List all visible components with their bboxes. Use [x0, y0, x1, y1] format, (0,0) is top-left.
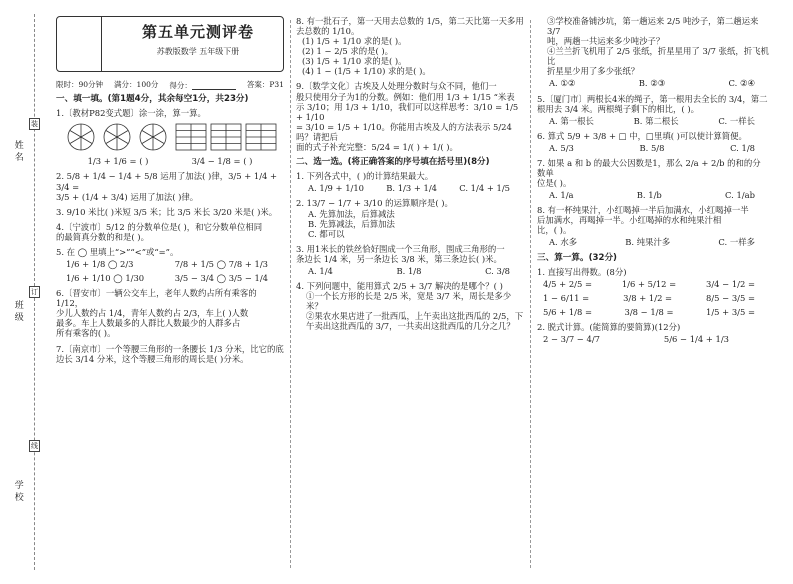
choice-6-c[interactable]: C. 1/8	[730, 142, 755, 153]
choice-8-c[interactable]: C. 一样多	[718, 237, 755, 248]
question-7: 7.〔南京市〕一个等腰三角形的一条腰长 1/3 分米，比它的底 边长 3/14 分米，这个等腰三角形的周长是( )分米。	[56, 343, 284, 364]
binding-strip	[0, 0, 46, 584]
oral-calc[interactable]: 8/5 − 3/5 =	[706, 293, 755, 304]
choice-2-c[interactable]: C. 都可以	[308, 228, 345, 239]
q1-equation-a[interactable]: 1/3 + 1/6 = ( )	[87, 156, 149, 167]
column-divider	[530, 20, 531, 568]
question-6: 6.〔晋安市〕一辆公交车上，老年人数约占所有乘客的 1/12， 少儿人数约占 1/4，青年人数约占 2/3，车上( )人数 最多。车上人数最多的人群比人数最少的人群多占 所有乘客的( )。	[56, 288, 257, 339]
step-calc[interactable]: 2 − 3/7 − 4/7	[543, 334, 600, 345]
question-2: 2. 5/8 + 1/4 − 1/4 + 5/8 运用了加法( )律，3/5 + 1/4 + 3/4 = 3/5 + (1/4 + 3/4) 运用了加法( )律。	[56, 171, 278, 202]
choice-7-c[interactable]: C. 1/ab	[725, 190, 755, 201]
column-1	[56, 16, 284, 369]
oral-calc[interactable]: 5/6 + 1/8 =	[543, 307, 592, 318]
choice-5-b[interactable]: B. 第二根长	[633, 115, 679, 126]
q1-equation-b[interactable]: 3/4 − 1/8 = ( )	[191, 156, 253, 167]
choice-6-b[interactable]: B. 5/8	[639, 142, 665, 153]
oral-calc[interactable]: 1/5 + 3/5 =	[706, 307, 755, 318]
calc-2: 2. 脱式计算。(能简算的要简算)(12分) 2 − 3/7 − 4/7 5/6 − 1/4 + 1/3	[537, 322, 729, 345]
binding-mark-1: 装	[31, 120, 38, 128]
class-label: 班级	[12, 300, 23, 324]
choice-3-a[interactable]: A. 1/4	[308, 265, 333, 276]
choice-1-c[interactable]: C. 1/4 + 1/5	[459, 183, 510, 194]
oral-calc[interactable]: 3/8 − 1/8 =	[624, 307, 674, 318]
score-field[interactable]: 得分：	[169, 80, 236, 90]
choice-8-b[interactable]: B. 纯果汁多	[625, 237, 671, 248]
shading-figures	[66, 122, 278, 152]
full-score: 满分：100分	[114, 80, 159, 89]
choice-1-a[interactable]: A. 1/9 + 1/10	[308, 183, 364, 194]
choice-4-c[interactable]: C. ②④	[728, 78, 755, 89]
section-2-title: 二、选一选。(将正确答案的序号填在括号里)(8分)	[296, 157, 490, 168]
choice-1-b[interactable]: B. 1/3 + 1/4	[386, 183, 438, 194]
time-limit: 限时：90分钟	[56, 80, 104, 89]
oral-calc[interactable]: 1/6 + 5/12 =	[621, 278, 677, 289]
binding-mark-2: 订	[31, 288, 38, 296]
oral-calc[interactable]: 1 − 6/11 =	[543, 293, 590, 304]
choice-4-cont: ③学校准备铺沙坑，第一趟运来 2/5 吨沙子，第二趟运来 3/7 吨，两趟一共运来多少吨沙子？ ④兰兰折飞机用了 2/5 张纸，折星星用了 3/7 张纸，折飞机比 折星星少用了多少张纸？ A. ①② B. ②③ C. ②④	[547, 16, 769, 89]
question-5: 5. 在 ◯ 里填上“>”“<”或“=”。 1/6 + 1/8 ◯ 2/3 7/8 + 1/5 ◯ 7/8 + 1/3 1/6 + 1/10 ◯ 1/30 3/5 − 3/4 ◯ 3/5 − 1/4	[56, 246, 268, 284]
compare-2[interactable]: 7/8 + 1/5 ◯ 7/8 + 1/3	[174, 259, 268, 270]
choice-2-b[interactable]: B. 先算减法，后算加法	[308, 218, 395, 229]
choice-5-a[interactable]: A. 第一根长	[549, 115, 594, 126]
rectangle-diagrams	[174, 122, 278, 152]
question-4: 4.〔宁波市〕5/12 的分数单位是( )，和它分数单位相同 的最简真分数的和是( )。	[56, 221, 263, 242]
column-3	[537, 16, 769, 349]
choice-5: 5.〔厦门市〕两根长4米的绳子，第一根用去全长的 3/4，第二 根用去 3/4 米。两根绳子剩下的相比，( )。 A. 第一根长 B. 第二根长 C. 一样长	[537, 93, 768, 126]
binding-mark-3: 线	[31, 442, 38, 450]
choice-4-b[interactable]: B. ②③	[638, 78, 666, 89]
choice-3-c[interactable]: C. 3/8	[485, 265, 510, 276]
name-label: 姓名	[12, 140, 23, 164]
page-title: 第五单元测评卷	[141, 23, 254, 41]
choice-5-c[interactable]: C. 一样长	[718, 115, 755, 126]
choice-7-a[interactable]: A. 1/a	[549, 190, 574, 201]
oral-calc[interactable]: 4/5 + 2/5 =	[543, 278, 592, 289]
choice-7: 7. 如果 a 和 b 的最大公因数是1，那么 2/a + 2/b 的和的分数单 位是( )。 A. 1/a B. 1/b C. 1/ab	[537, 157, 761, 201]
column-2	[296, 16, 524, 336]
title-box	[56, 16, 284, 72]
calc-1: 1. 直接写出得数。(8分) 4/5 + 2/5 = 1/6 + 5/12 = 3/4 − 1/2 = 1 − 6/11 = 3/8 + 1/2 = 8/5 − 3/5 = 5/6 + 1/8 = 3/8 − 1/8 = 1/5 + 3/5 =	[537, 266, 755, 318]
info-row	[56, 80, 284, 90]
compare-1[interactable]: 1/6 + 1/8 ◯ 2/3	[66, 259, 134, 270]
column-divider	[290, 20, 291, 568]
choice-4-a[interactable]: A. ①②	[549, 78, 576, 89]
question-1: 1.〔教材P82变式题〕涂一涂，算一算。 1/3 + 1/6 = ( ) 3/4 − 1/8 = ( )	[56, 108, 284, 166]
question-9: 9.〔数学文化〕古埃及人处理分数时与众不同，他们一 般只使用分子为1的分数。例如：他们用 1/3 + 1/15 “米表 示 3/10；用 1/3 + 1/10，我们可以这样思考：3/10 = 1/5 + 1/10 = 3/10 = 1/5 + 1/10。你能用古埃及人的方法表示 5/24 吗？请把后 面的式子补充完整：5/24 = 1/( ) + 1/( )。	[296, 81, 519, 152]
question-3: 3. 9/10 米比( )米短 3/5 米；比 3/5 米长 3/20 米是( )米。	[56, 206, 278, 217]
choice-3-b[interactable]: B. 1/8	[396, 265, 422, 276]
choice-8: 8. 有一杯纯果汁，小红喝掉一半后加满水，小红喝掉一半 后加满水，再喝掉一半。小红喝掉的水和纯果汁相 比，( )。 A. 水多 B. 纯果汁多 C. 一样多	[537, 205, 755, 248]
step-calc[interactable]: 5/6 − 1/4 + 1/3	[663, 334, 729, 345]
choice-7-b[interactable]: B. 1/b	[636, 190, 662, 201]
question-8: 8. 有一批石子，第一天用去总数的 1/5，第二天比第一天多用 去总数的 1/10。 (1) 1/5 + 1/10 求的是( )。 (2) 1 − 2/5 求的是( )。 (3) 1/5 + 1/10 求的是( )。 (4) 1 − (1/5 + 1/10) 求的是( )。	[296, 16, 524, 77]
oral-calc[interactable]: 3/4 − 1/2 =	[706, 278, 755, 289]
section-1-title: 一、填一填。(第1题4分，其余每空1分，共23分)	[56, 94, 249, 104]
school-label: 学校	[12, 480, 23, 504]
choice-1: 1. 下列各式中，( )的计算结果最大。 A. 1/9 + 1/10 B. 1/3 + 1/4 C. 1/4 + 1/5	[296, 171, 510, 194]
choice-2-a[interactable]: A. 先算加法，后算减法	[308, 208, 395, 219]
choice-6-a[interactable]: A. 5/3	[549, 142, 574, 153]
section-3-title: 三、算一算。(32分)	[537, 252, 617, 263]
choice-2: 2. 13/7 − 1/7 + 3/10 的运算顺序是( )。 A. 先算加法，后算减法 B. 先算减法，后算加法 C. 都可以	[296, 198, 524, 238]
choice-8-a[interactable]: A. 水多	[549, 237, 578, 248]
compare-3[interactable]: 1/6 + 1/10 ◯ 1/30	[66, 273, 145, 284]
compare-4[interactable]: 3/5 − 3/4 ◯ 3/5 − 1/4	[174, 273, 268, 284]
oral-calc[interactable]: 3/8 + 1/2 =	[623, 293, 673, 304]
answer-page: 答案：P31	[246, 80, 284, 89]
circle-diagrams	[66, 122, 170, 152]
page-subtitle: 苏教版数学 五年级下册	[156, 47, 240, 56]
choice-6: 6. 算式 5/9 + 3/8 + □ 中，□里填( )可以使计算简便。 A. 5/3 B. 5/8 C. 1/8	[537, 130, 755, 153]
choice-4: 4. 下列问题中，能用算式 2/5 + 3/7 解决的是哪个？( ) ①一个长方形的长是 2/5 米，宽是 3/7 米，周长是多少米？ ②果农水果店进了一批西瓜，上午卖出这批西瓜的 2/5，下 午卖出这批西瓜的 3/7，一共卖出这批西瓜的几分之几？	[296, 281, 524, 332]
choice-3: 3. 用1米长的铁丝恰好围成一个三角形，围成三角形的一 条边长 1/4 米，另一条边长 3/8 米，第三条边长( )米。 A. 1/4 B. 1/8 C. 3/8	[296, 243, 510, 276]
